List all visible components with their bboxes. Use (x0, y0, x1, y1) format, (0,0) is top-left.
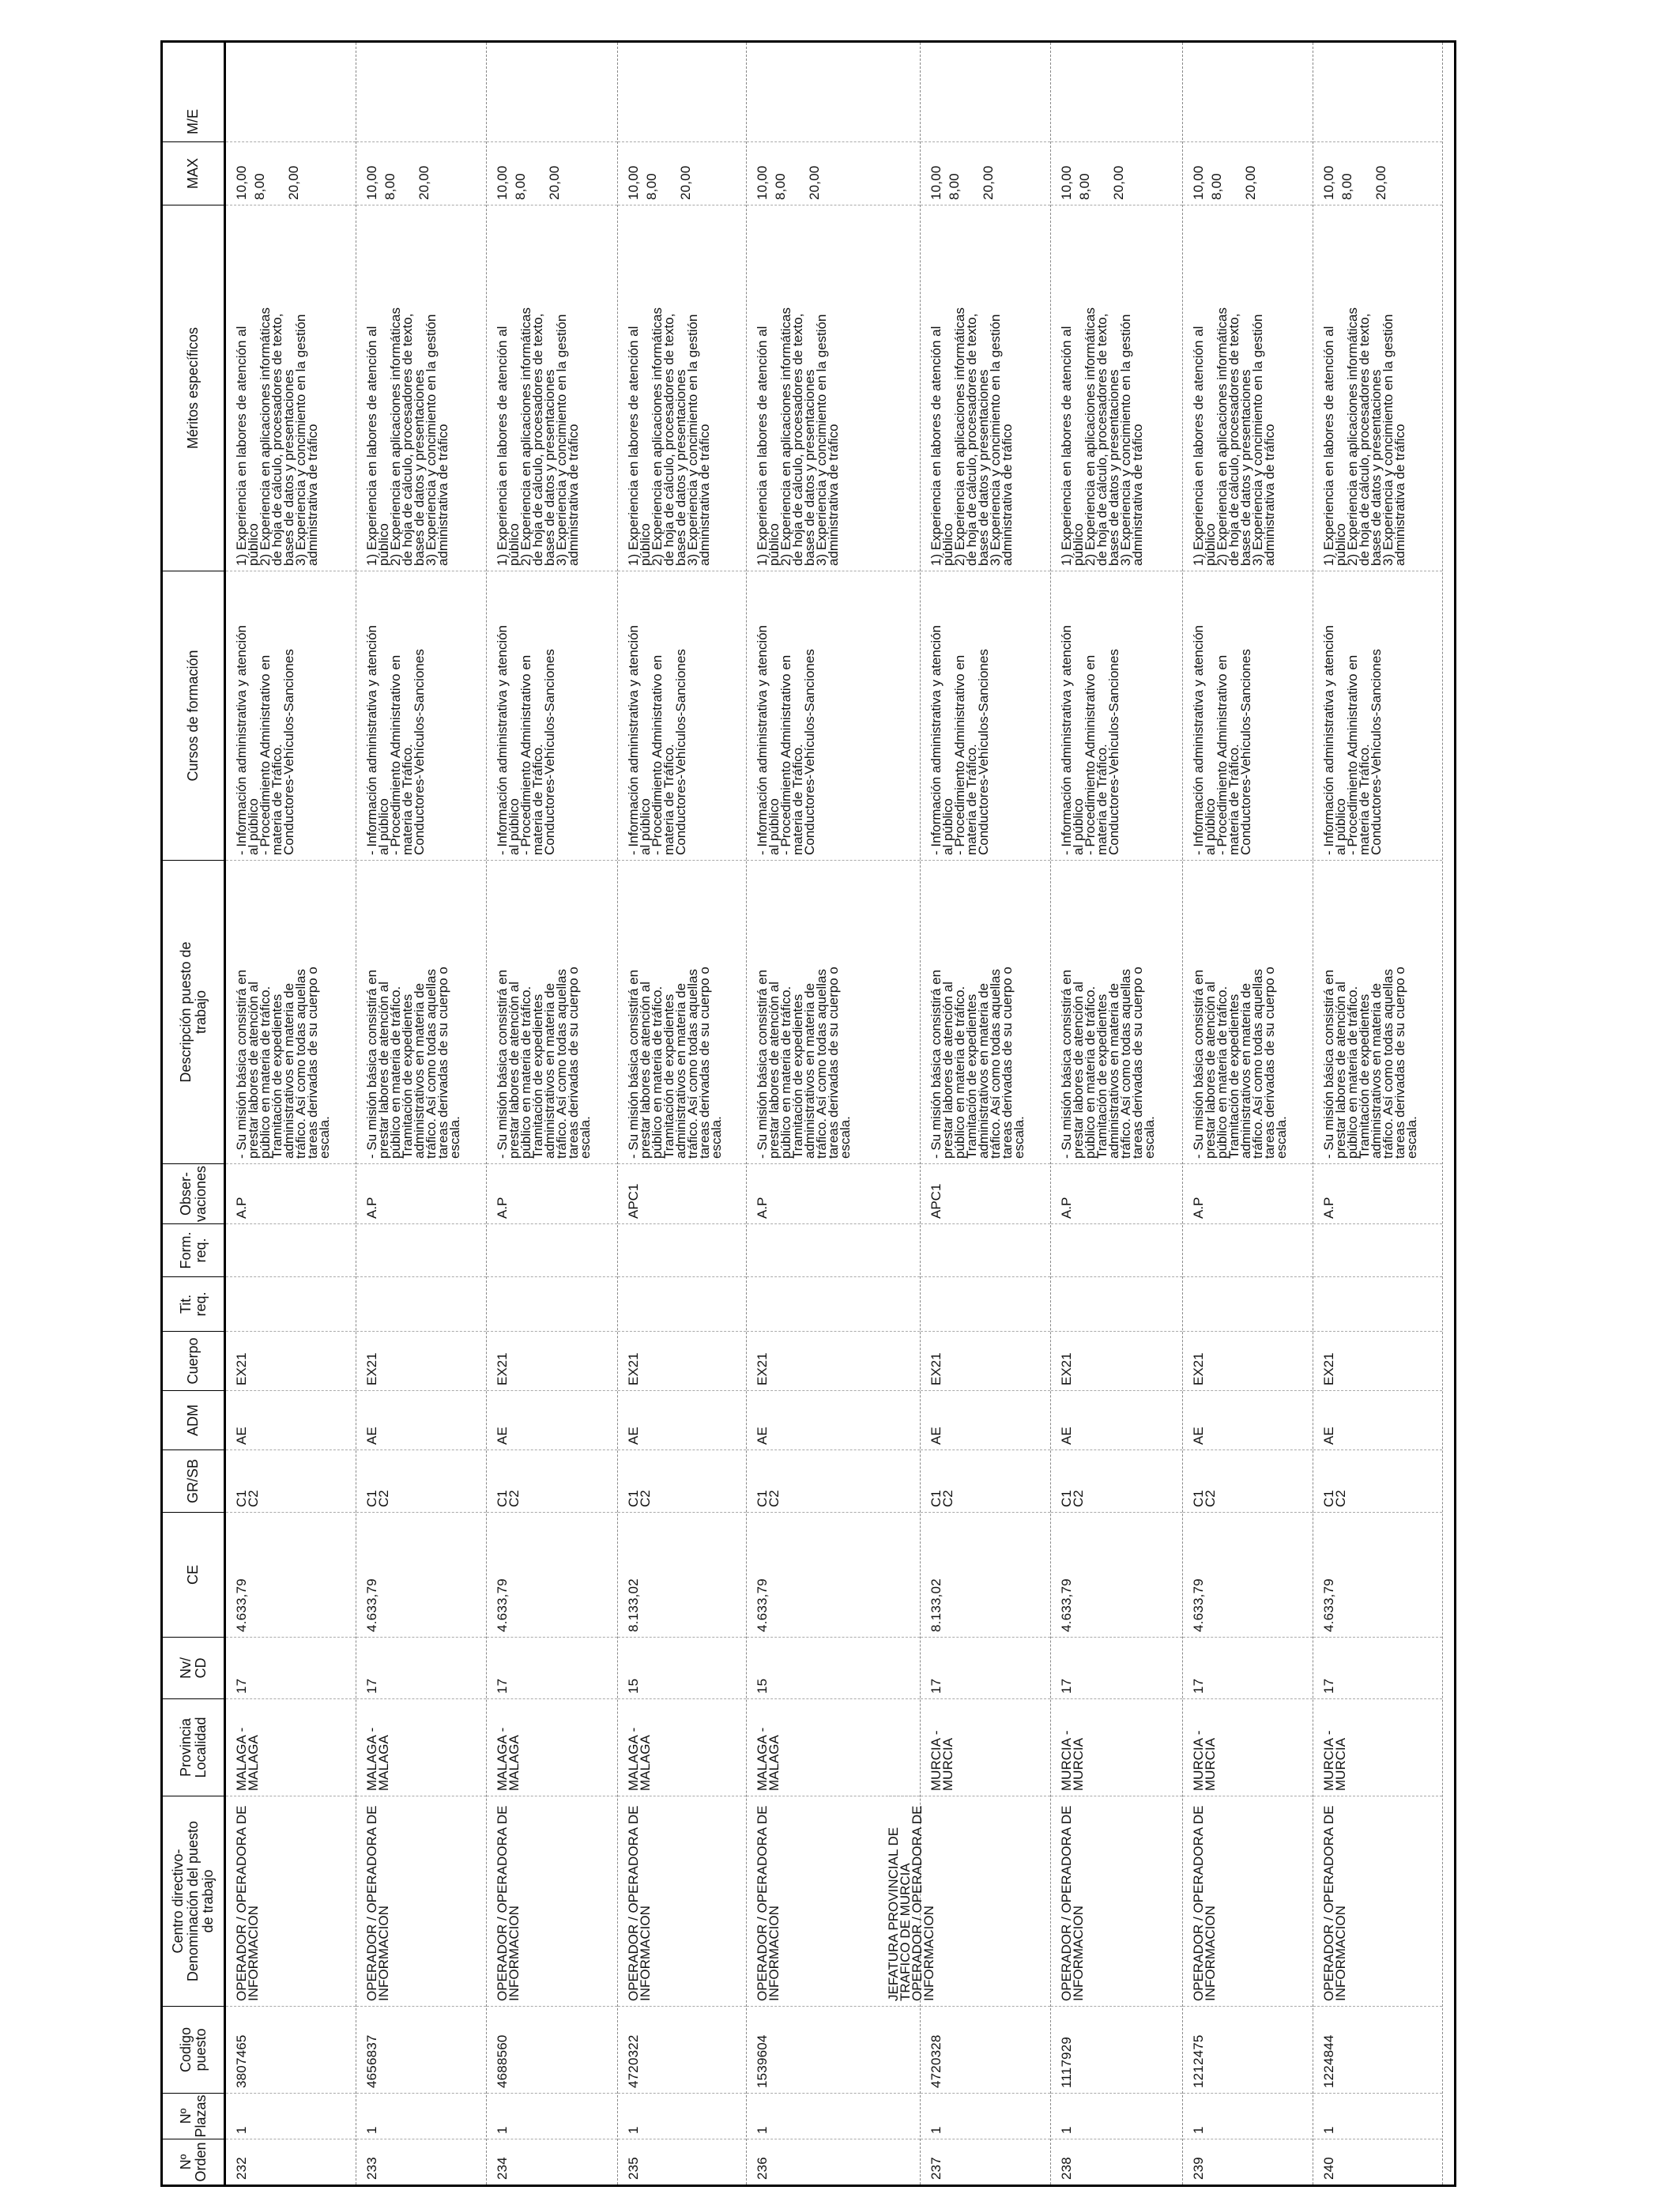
cell-me (356, 102, 486, 141)
cell-adm: AE (487, 1390, 617, 1449)
max-score-2: 8,00 (1209, 173, 1224, 200)
cell-plazas: 1 (226, 2093, 356, 2139)
cell-provincia: MALAGA - MALAGA (487, 1698, 617, 1796)
cell-plazas: 1 (1183, 2093, 1313, 2139)
cell-form (1051, 1223, 1182, 1276)
cell-grsb: C1 C2 (747, 1449, 920, 1512)
cell-cursos: - Información administrativa y atención al público - Procedimiento Administrativo en materia de Tráfico. Conductores-Vehículos-Sanciones (921, 571, 1050, 860)
max-score-1: 10,00 (1321, 165, 1336, 200)
cell-codigo: 4688560 (487, 2006, 617, 2093)
cell-grsb: C1 C2 (1313, 1449, 1442, 1512)
cell-nivel: 17 (356, 1637, 486, 1698)
cell-cursos: - Información administrativa y atención al público - Procedimiento Administrativo en materia de Tráfico. Conductores-Vehículos-Sanciones (226, 571, 356, 860)
cell-descripcion: - Su misión básica consistirá en prestar labores de atención al público en materia de tráfico. Tramitación de expedientes administrativos en materia de tráfico. Así como todas aquellas tareas derivadas de su cuerpo o escala. (921, 860, 1050, 1163)
cell-orden: 238 (1051, 2139, 1182, 2185)
cell-me (487, 102, 617, 141)
cell-tit (1183, 1276, 1313, 1331)
cell-cuerpo: EX21 (226, 1331, 356, 1390)
max-score-3: 20,00 (1373, 165, 1388, 200)
cell-plazas: 1 (747, 2093, 920, 2139)
header-cursos: Cursos de formación (163, 571, 224, 860)
cell-centro (487, 1796, 617, 2006)
cell-obs: APC1 (618, 1163, 746, 1223)
cell-descripcion: - Su misión básica consistirá en prestar labores de atención al público en materia de tráfico. Tramitación de expedientes administrativos en materia de tráfico. Así como todas aquellas tareas derivadas de su cuerpo o escala. (1183, 860, 1313, 1163)
position-name: OPERADOR / OPERADORA DE INFORMACION (1191, 1805, 1218, 2001)
max-score-2: 8,00 (947, 173, 962, 200)
cell-adm: AE (747, 1390, 920, 1449)
cell-obs: A.P (747, 1163, 920, 1223)
max-score-3: 20,00 (547, 165, 562, 200)
table-row (487, 43, 618, 2185)
cell-tit (356, 1276, 486, 1331)
cell-form (921, 1223, 1050, 1276)
cell-grsb: C1 C2 (356, 1449, 486, 1512)
cell-tit (618, 1276, 746, 1331)
cell-adm: AE (356, 1390, 486, 1449)
cell-ce: 8.133,02 (618, 1512, 746, 1637)
cell-plazas: 1 (487, 2093, 617, 2139)
cell-meritos: 1) Experiencia en labores de atención al público 2) Experiencia en aplicaciones informáticas de hoja de cálculo, procesadores de texto, bases de datos y presentaciones 3) Experiencia y concimiento en la gestión administrativa de tráfico (921, 205, 1050, 571)
cell-cuerpo: EX21 (1313, 1331, 1442, 1390)
cell-form (618, 1223, 746, 1276)
cell-obs: A.P (1183, 1163, 1313, 1223)
cell-provincia: MURCIA - MURCIA (1183, 1698, 1313, 1796)
cell-grsb: C1 C2 (618, 1449, 746, 1512)
cell-form (487, 1223, 617, 1276)
cell-codigo: 1539604 (747, 2006, 920, 2093)
position-name: OPERADOR / OPERADORA DE INFORMACION (1059, 1805, 1086, 2001)
cell-tit (921, 1276, 1050, 1331)
cell-obs: A.P (1051, 1163, 1182, 1223)
cell-plazas: 1 (618, 2093, 746, 2139)
cell-cuerpo: EX21 (747, 1331, 920, 1390)
cell-meritos: 1) Experiencia en labores de atención al público 2) Experiencia en aplicaciones informáticas de hoja de cálculo, procesadores de texto, bases de datos y presentaciones 3) Experiencia y concimiento en la gestión administrativa de tráfico (747, 205, 920, 571)
cell-cursos: - Información administrativa y atención al público - Procedimiento Administrativo en materia de Tráfico. Conductores-Vehículos-Sanciones (1183, 571, 1313, 860)
cell-max (356, 141, 486, 205)
cell-nivel: 17 (921, 1637, 1050, 1698)
table-row (618, 43, 747, 2185)
table-row (886, 43, 1051, 2185)
cell-nivel: 15 (747, 1637, 920, 1698)
cell-me (1183, 102, 1313, 141)
header-plazas: Nº Plazas (163, 2093, 224, 2139)
cell-descripcion: - Su misión básica consistirá en prestar labores de atención al público en materia de tráfico. Tramitación de expedientes administrativos en materia de tráfico. Así como todas aquellas tareas derivadas de su cuerpo o escala. (487, 860, 617, 1163)
header-me: M/E (185, 109, 201, 135)
cell-orden: 239 (1183, 2139, 1313, 2185)
cell-grsb: C1 C2 (1051, 1449, 1182, 1512)
cell-ce: 4.633,79 (1183, 1512, 1313, 1637)
table-row (1051, 43, 1183, 2185)
cell-codigo: 1117929 (1051, 2006, 1182, 2093)
cell-adm: AE (1183, 1390, 1313, 1449)
cell-meritos: 1) Experiencia en labores de atención al público 2) Experiencia en aplicaciones informáticas de hoja de cálculo, procesadores de texto, bases de datos y presentaciones 3) Experiencia y concimiento en la gestión administrativa de tráfico (226, 205, 356, 571)
cell-adm: AE (618, 1390, 746, 1449)
cell-orden: 237 (921, 2139, 1050, 2185)
cell-codigo: 3807465 (226, 2006, 356, 2093)
cell-cursos: - Información administrativa y atención al público - Procedimiento Administrativo en materia de Tráfico. Conductores-Vehículos-Sanciones (487, 571, 617, 860)
cell-form (747, 1223, 920, 1276)
cell-provincia: MALAGA - MALAGA (356, 1698, 486, 1796)
cell-provincia: MURCIA - MURCIA (1051, 1698, 1182, 1796)
cell-codigo: 1212475 (1183, 2006, 1313, 2093)
cell-form (1183, 1223, 1313, 1276)
cell-tit (747, 1276, 920, 1331)
cell-meritos: 1) Experiencia en labores de atención al público 2) Experiencia en aplicaciones informáticas de hoja de cálculo, procesadores de texto, bases de datos y presentaciones 3) Experiencia y concimiento en la gestión administrativa de tráfico (1183, 205, 1313, 571)
cell-cuerpo: EX21 (921, 1331, 1050, 1390)
max-score-1: 10,00 (929, 165, 944, 200)
cell-orden: 232 (226, 2139, 356, 2185)
cell-ce: 4.633,79 (1051, 1512, 1182, 1637)
cell-orden: 240 (1313, 2139, 1442, 2185)
cell-descripcion: - Su misión básica consistirá en prestar labores de atención al público en materia de tráfico. Tramitación de expedientes administrativos en materia de tráfico. Así como todas aquellas tareas derivadas de su cuerpo o escala. (1313, 860, 1442, 1163)
cell-provincia: MALAGA - MALAGA (226, 1698, 356, 1796)
cell-me (1313, 102, 1442, 141)
max-score-3: 20,00 (678, 165, 693, 200)
max-score-3: 20,00 (1243, 165, 1258, 200)
position-name: OPERADOR / OPERADORA DE INFORMACION (364, 1805, 391, 2001)
position-name: OPERADOR / OPERADORA DE INFORMACION (234, 1805, 261, 2001)
max-score-2: 8,00 (644, 173, 659, 200)
table-row (1183, 43, 1313, 2185)
cell-obs: A.P (226, 1163, 356, 1223)
cell-centro (1051, 1796, 1182, 2006)
max-score-2: 8,00 (382, 173, 397, 200)
position-name: OPERADOR / OPERADORA DE INFORMACION (1321, 1805, 1348, 2001)
cell-grsb: C1 C2 (487, 1449, 617, 1512)
table-row (1313, 43, 1443, 2185)
cell-meritos: 1) Experiencia en labores de atención al público 2) Experiencia en aplicaciones informáticas de hoja de cálculo, procesadores de texto, bases de datos y presentaciones 3) Experiencia y concimiento en la gestión administrativa de tráfico (1313, 205, 1442, 571)
cell-cursos: - Información administrativa y atención al público - Procedimiento Administrativo en materia de Tráfico. Conductores-Vehículos-Sanciones (1313, 571, 1442, 860)
cell-centro (886, 1796, 1050, 2006)
cell-max (487, 141, 617, 205)
cell-grsb: C1 C2 (921, 1449, 1050, 1512)
cell-provincia: MURCIA - MURCIA (921, 1698, 1050, 1796)
header-centro: Centro directivo- Denominación del puesto de trabajo (163, 1796, 224, 2006)
cell-codigo: 4720322 (618, 2006, 746, 2093)
cell-me (747, 102, 920, 141)
header-grsb: GR/SB (163, 1449, 224, 1512)
cell-ce: 4.633,79 (747, 1512, 920, 1637)
cell-max (1051, 141, 1182, 205)
cell-descripcion: - Su misión básica consistirá en prestar labores de atención al público en materia de tráfico. Tramitación de expedientes administrativos en materia de tráfico. Así como todas aquellas tareas derivadas de su cuerpo o escala. (356, 860, 486, 1163)
cell-adm: AE (226, 1390, 356, 1449)
cell-obs: A.P (487, 1163, 617, 1223)
max-score-3: 20,00 (286, 165, 301, 200)
cell-tit (1313, 1276, 1442, 1331)
cell-adm: AE (1051, 1390, 1182, 1449)
cell-ce: 4.633,79 (487, 1512, 617, 1637)
cell-orden: 236 (747, 2139, 920, 2185)
cell-cursos: - Información administrativa y atención al público - Procedimiento Administrativo en materia de Tráfico. Conductores-Vehículos-Sanciones (618, 571, 746, 860)
cell-nivel: 15 (618, 1637, 746, 1698)
cell-ce: 4.633,79 (226, 1512, 356, 1637)
cell-codigo: 4656837 (356, 2006, 486, 2093)
header-codigo: Codigo puesto (163, 2006, 224, 2093)
header-max: MAX (163, 141, 224, 205)
cell-meritos: 1) Experiencia en labores de atención al público 2) Experiencia en aplicaciones informáticas de hoja de cálculo, procesadores de texto, bases de datos y presentaciones 3) Experiencia y concimiento en la gestión administrativa de tráfico (1051, 205, 1182, 571)
cell-provincia: MALAGA - MALAGA (618, 1698, 746, 1796)
cell-provincia: MALAGA - MALAGA (747, 1698, 920, 1796)
cell-centro (226, 1796, 356, 2006)
cell-adm: AE (1313, 1390, 1442, 1449)
cell-ce: 4.633,79 (1313, 1512, 1442, 1637)
cell-plazas: 1 (1051, 2093, 1182, 2139)
max-score-1: 10,00 (626, 165, 641, 200)
cell-descripcion: - Su misión básica consistirá en prestar labores de atención al público en materia de tráfico. Tramitación de expedientes administrativos en materia de tráfico. Así como todas aquellas tareas derivadas de su cuerpo o escala. (1051, 860, 1182, 1163)
cell-max (921, 141, 1050, 205)
cell-cursos: - Información administrativa y atención al público - Procedimiento Administrativo en materia de Tráfico. Conductores-Vehículos-Sanciones (1051, 571, 1182, 860)
cell-centro (618, 1796, 746, 2006)
cell-obs: APC1 (921, 1163, 1050, 1223)
cell-ce: 8.133,02 (921, 1512, 1050, 1637)
cell-nivel: 17 (1313, 1637, 1442, 1698)
cell-me (226, 102, 356, 141)
header-adm: ADM (163, 1390, 224, 1449)
cell-grsb: C1 C2 (1183, 1449, 1313, 1512)
max-score-2: 8,00 (513, 173, 528, 200)
cell-obs: A.P (356, 1163, 486, 1223)
table-row (356, 43, 487, 2185)
cell-orden: 233 (356, 2139, 486, 2185)
cell-centro (1183, 1796, 1313, 2006)
header-nivel: Nv/ CD (163, 1637, 224, 1698)
cell-max (1313, 141, 1442, 205)
max-score-2: 8,00 (773, 173, 788, 200)
max-score-1: 10,00 (1191, 165, 1206, 200)
cell-descripcion: - Su misión básica consistirá en prestar labores de atención al público en materia de tráfico. Tramitación de expedientes administrativos en materia de tráfico. Así como todas aquellas tareas derivadas de su cuerpo o escala. (618, 860, 746, 1163)
cell-centro (1313, 1796, 1442, 2006)
header-form: Form. req. (163, 1223, 224, 1276)
cell-adm: AE (921, 1390, 1050, 1449)
max-score-1: 10,00 (755, 165, 770, 200)
cell-form (356, 1223, 486, 1276)
max-score-1: 10,00 (495, 165, 510, 200)
cell-max (1183, 141, 1313, 205)
cell-tit (226, 1276, 356, 1331)
position-name: OPERADOR / OPERADORA DE INFORMACION (910, 1805, 936, 2001)
position-name: OPERADOR / OPERADORA DE INFORMACION (626, 1805, 653, 2001)
cell-descripcion: - Su misión básica consistirá en prestar labores de atención al público en materia de tráfico. Tramitación de expedientes administrativos en materia de tráfico. Así como todas aquellas tareas derivadas de su cuerpo o escala. (747, 860, 920, 1163)
cell-plazas: 1 (356, 2093, 486, 2139)
cell-nivel: 17 (1051, 1637, 1182, 1698)
cell-grsb: C1 C2 (226, 1449, 356, 1512)
max-score-2: 8,00 (1339, 173, 1354, 200)
cell-meritos: 1) Experiencia en labores de atención al público 2) Experiencia en aplicaciones informáticas de hoja de cálculo, procesadores de texto, bases de datos y presentaciones 3) Experiencia y concimiento en la gestión administrativa de tráfico (618, 205, 746, 571)
cell-cuerpo: EX21 (1051, 1331, 1182, 1390)
header-meritos: Méritos específicos (163, 205, 224, 571)
centro-directivo-heading: JEFATURA PROVINCIAL DE TRAFICO DE MURCIA (886, 1826, 913, 2001)
max-score-2: 8,00 (1077, 173, 1092, 200)
position-name: OPERADOR / OPERADORA DE INFORMACION (495, 1805, 522, 2001)
cell-max (618, 141, 746, 205)
cell-meritos: 1) Experiencia en labores de atención al público 2) Experiencia en aplicaciones informáticas de hoja de cálculo, procesadores de texto, bases de datos y presentaciones 3) Experiencia y concimiento en la gestión administrativa de tráfico (356, 205, 486, 571)
cell-me (1051, 102, 1182, 141)
cell-nivel: 17 (1183, 1637, 1313, 1698)
cell-orden: 235 (618, 2139, 746, 2185)
cell-orden: 234 (487, 2139, 617, 2185)
max-score-3: 20,00 (807, 165, 822, 200)
max-score-1: 10,00 (1059, 165, 1074, 200)
header-cuerpo: Cuerpo (163, 1331, 224, 1390)
cell-cuerpo: EX21 (618, 1331, 746, 1390)
header-tit: Tit. req. (163, 1276, 224, 1331)
cell-cuerpo: EX21 (356, 1331, 486, 1390)
cell-cuerpo: EX21 (487, 1331, 617, 1390)
header-ce: CE (163, 1512, 224, 1637)
cell-ce: 4.633,79 (356, 1512, 486, 1637)
cell-nivel: 17 (487, 1637, 617, 1698)
max-score-3: 20,00 (1111, 165, 1126, 200)
cell-me (921, 102, 1050, 141)
cell-form (226, 1223, 356, 1276)
cell-codigo: 1224844 (1313, 2006, 1442, 2093)
table-header (163, 43, 226, 2185)
max-score-1: 10,00 (234, 165, 249, 200)
cell-tit (487, 1276, 617, 1331)
cell-cursos: - Información administrativa y atención al público - Procedimiento Administrativo en materia de Tráfico. Conductores-Vehículos-Sanciones (356, 571, 486, 860)
cell-max (747, 141, 920, 205)
cell-form (1313, 1223, 1442, 1276)
header-provincia: Provincia Localidad (163, 1698, 224, 1796)
max-score-3: 20,00 (416, 165, 431, 200)
position-name: OPERADOR / OPERADORA DE INFORMACION (755, 1805, 782, 2001)
table-row (226, 43, 356, 2185)
header-descripcion: Descripción puesto de trabajo (163, 860, 224, 1163)
cell-max (226, 141, 356, 205)
cell-cursos: - Información administrativa y atención al público - Procedimiento Administrativo en materia de Tráfico. Conductores-Vehículos-Sanciones (747, 571, 920, 860)
cell-plazas: 1 (1313, 2093, 1442, 2139)
job-positions-table (160, 40, 1456, 2187)
cell-plazas: 1 (921, 2093, 1050, 2139)
cell-tit (1051, 1276, 1182, 1331)
max-score-1: 10,00 (364, 165, 379, 200)
cell-centro (356, 1796, 486, 2006)
max-score-3: 20,00 (981, 165, 996, 200)
cell-provincia: MURCIA - MURCIA (1313, 1698, 1442, 1796)
header-orden: Nº Orden (163, 2139, 224, 2185)
cell-codigo: 4720328 (921, 2006, 1050, 2093)
header-obs: Obser- vaciones (163, 1163, 224, 1223)
cell-me (618, 102, 746, 141)
max-score-2: 8,00 (252, 173, 267, 200)
cell-nivel: 17 (226, 1637, 356, 1698)
cell-meritos: 1) Experiencia en labores de atención al público 2) Experiencia en aplicaciones informáticas de hoja de cálculo, procesadores de texto, bases de datos y presentaciones 3) Experiencia y concimiento en la gestión administrativa de tráfico (487, 205, 617, 571)
cell-descripcion: - Su misión básica consistirá en prestar labores de atención al público en materia de tráfico. Tramitación de expedientes administrativos en materia de tráfico. Así como todas aquellas tareas derivadas de su cuerpo o escala. (226, 860, 356, 1163)
cell-cuerpo: EX21 (1183, 1331, 1313, 1390)
cell-obs: A.P (1313, 1163, 1442, 1223)
